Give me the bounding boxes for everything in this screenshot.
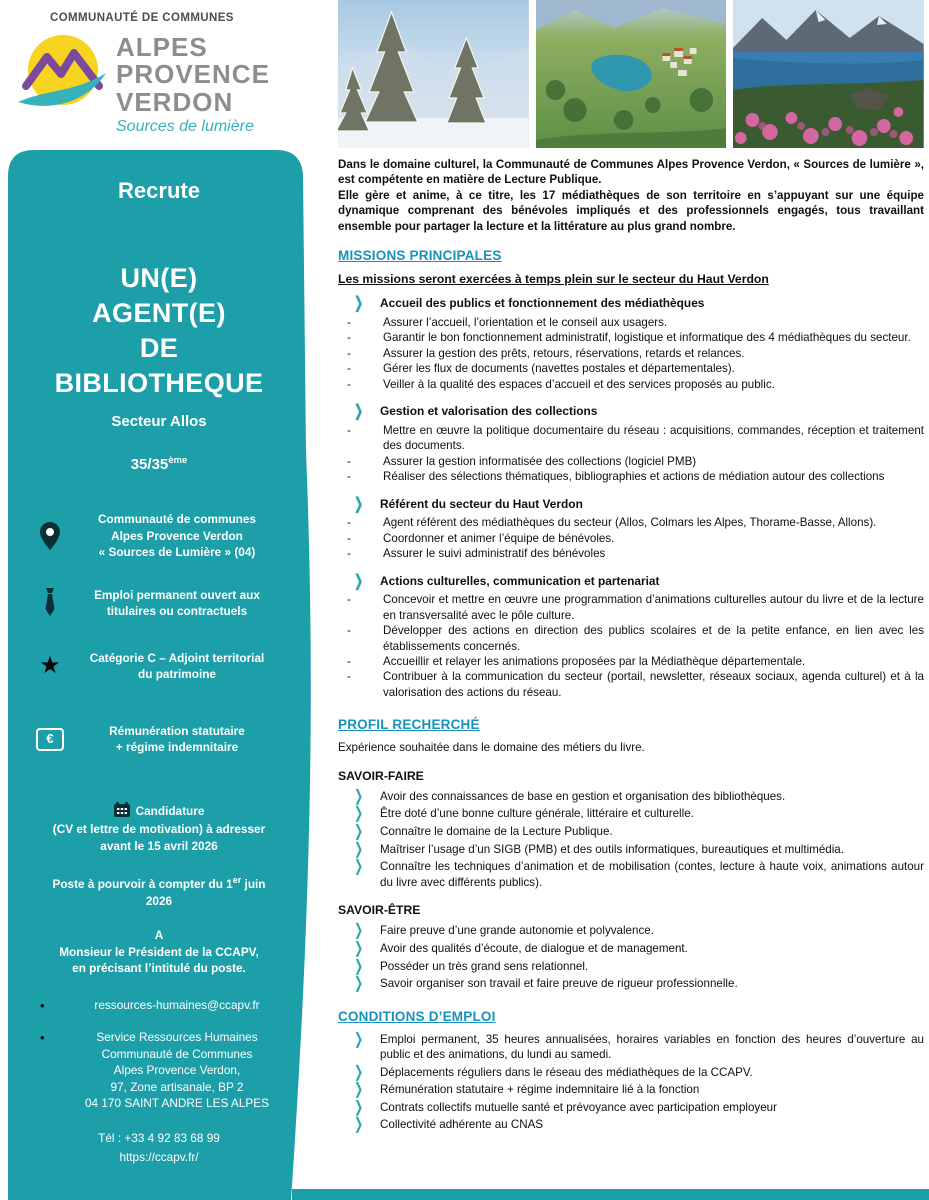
candidature-line: (CV et lettre de motivation) à adresser	[52, 822, 266, 837]
dash-bullet	[342, 592, 383, 623]
info-line: Alpes Provence Verdon	[111, 528, 243, 543]
mission-item: - Assurer la gestion des prêts, retours, réservations, retards et relances.	[338, 346, 924, 361]
conditions-item: ❯ Collectivité adhérente au CNAS	[338, 1117, 924, 1133]
chevron-icon	[354, 959, 380, 975]
info-pay	[32, 723, 286, 756]
bullet-icon	[32, 1029, 68, 1112]
mission-item: - Gérer les flux de documents (navettes postales et départementales).	[338, 361, 924, 376]
chevron-icon	[354, 1117, 380, 1133]
conditions-heading: CONDITIONS D’EMPLOI	[338, 1008, 496, 1024]
bottom-accent-bar	[292, 1189, 929, 1200]
mission-group-referent	[338, 497, 924, 562]
apv-logo-icon	[16, 26, 108, 136]
address-line: 97, Zone artisanale, BP 2	[110, 1079, 244, 1094]
photo-winter-larches	[338, 0, 529, 148]
photo-mountain-lake-flowers	[733, 0, 924, 148]
location-pin-icon	[32, 522, 68, 550]
star-icon	[32, 654, 68, 678]
info-line: titulaires ou contractuels	[106, 604, 248, 619]
mission-group-title: Gestion et valorisation des collections	[380, 404, 598, 419]
candidature-block	[32, 802, 286, 855]
savoir-etre-item: ❯ Avoir des qualités d’écoute, de dialogue et de management.	[338, 941, 924, 957]
savoir-faire-item: ❯ Connaître le domaine de la Lecture Publique.	[338, 824, 924, 840]
addressee-block	[32, 927, 286, 977]
dash-bullet	[342, 654, 383, 669]
euro-icon	[32, 728, 68, 751]
addressee-line: en précisant l’intitulé du poste.	[72, 961, 246, 976]
job-title-line: BIBLIOTHEQUE	[54, 368, 264, 399]
brand-header	[16, 12, 321, 136]
photo-strip	[338, 0, 924, 148]
candidature-line: avant le 15 avril 2026	[100, 838, 218, 853]
mission-group-title: Actions culturelles, communication et partenariat	[380, 573, 660, 588]
candidature-title: Candidature	[135, 804, 205, 819]
mission-item: - Assurer la gestion informatisée des collections (logiciel PMB)	[338, 454, 924, 469]
chevron-icon	[354, 296, 380, 312]
address-line: Service Ressources Humaines	[96, 1030, 258, 1045]
job-title-line: AGENT(E)	[92, 297, 226, 328]
chevron-icon	[354, 1032, 380, 1063]
chevron-icon	[354, 859, 380, 890]
chevron-icon	[354, 1100, 380, 1116]
brand-name-line-3: VERDON	[116, 86, 234, 117]
dash-bullet	[342, 515, 383, 530]
mission-item: - Garantir le bon fonctionnement administratif, logistique et informatique des 4 médiathèques du secteur.	[338, 330, 924, 345]
mission-group-accueil	[338, 296, 924, 392]
dash-bullet	[342, 361, 383, 376]
savoir-faire-heading: SAVOIR-FAIRE	[338, 768, 424, 783]
dash-bullet	[342, 669, 383, 700]
mission-group-title: Référent du secteur du Haut Verdon	[380, 496, 583, 511]
email-link[interactable]: ressources-humaines@ccapv.fr	[94, 997, 260, 1012]
info-location	[32, 511, 286, 561]
dash-bullet	[342, 469, 383, 484]
mission-item: - Réaliser des sélections thématiques, bibliographies et actions de médiation autour des collections	[338, 469, 924, 484]
dash-bullet	[342, 377, 383, 392]
brand-name-line-1: ALPES	[116, 32, 208, 62]
calendar-icon	[114, 802, 130, 822]
savoir-etre-item: ❯ Posséder un très grand sens relationnel.	[338, 959, 924, 975]
chevron-icon	[354, 574, 380, 590]
sector-label: Secteur Allos	[111, 413, 207, 431]
brand-text	[116, 26, 270, 136]
chevron-icon	[354, 1082, 380, 1098]
info-line: du patrimoine	[138, 667, 216, 682]
info-category	[32, 650, 286, 683]
info-line: + régime indemnitaire	[115, 740, 239, 755]
brand-tagline: Sources de lumière	[116, 117, 254, 135]
chevron-icon	[354, 976, 380, 992]
working-time-label: 35/35ème	[130, 455, 188, 474]
mission-item: - Accueillir et relayer les animations proposées par la Médiathèque départementale.	[338, 654, 924, 669]
recrute-label: Recrute	[118, 178, 200, 203]
mission-item: - Mettre en œuvre la politique documentaire du réseau : acquisitions, commandes, réception et traitement des documents.	[338, 423, 924, 454]
tie-icon	[32, 588, 68, 618]
email-row	[32, 997, 286, 1015]
info-line: Emploi permanent ouvert aux	[94, 587, 260, 602]
chevron-icon	[354, 789, 380, 805]
savoir-faire-item: ❯ Connaître les techniques d’animation et de mobilisation (contes, lecture à haute voix, animations autour du livre avec différents publics).	[338, 859, 924, 890]
addressee-intro: A	[154, 928, 164, 943]
job-title	[32, 261, 286, 401]
info-contract	[32, 587, 286, 620]
savoir-faire-item: ❯ Maîtriser l’usage d’un SIGB (PMB) et des outils informatiques, bureautiques et multimédia.	[338, 842, 924, 858]
dash-bullet	[342, 623, 383, 654]
info-line: Rémunération statutaire	[109, 723, 245, 738]
dash-bullet	[342, 315, 383, 330]
phone-number: Tél : +33 4 92 83 68 99	[98, 1130, 220, 1145]
intro-paragraph-2: Elle gère et anime, à ce titre, les 17 médiathèques de son territoire en s’appuyant sur une équipe dynamique comprenant des bénévoles impliqués et des professionnels engagés, tous travaillant ensemble pour partager la lecture et la littérature au plus grand nombre.	[338, 188, 924, 233]
conditions-item: ❯ Rémunération statutaire + régime indemnitaire lié à la fonction	[338, 1082, 924, 1098]
brand-org-name: COMMUNAUTÉ DE COMMUNES	[50, 12, 234, 24]
dash-bullet	[342, 346, 383, 361]
chevron-icon	[354, 806, 380, 822]
chevron-icon	[354, 923, 380, 939]
chevron-icon	[354, 1065, 380, 1081]
mission-group-collections	[338, 404, 924, 484]
mission-item: - Coordonner et animer l’équipe de bénévoles.	[338, 531, 924, 546]
conditions-item: ❯ Déplacements réguliers dans le réseau des médiathèques de la CCAPV.	[338, 1065, 924, 1081]
mission-item: - Agent référent des médiathèques du secteur (Allos, Colmars les Alpes, Thorame-Basse, Allons).	[338, 515, 924, 530]
conditions-item: ❯ Emploi permanent, 35 heures annualisées, horaires variables en fonction des heures d’ouverture au public et des animations, du lundi au samedi.	[338, 1032, 924, 1063]
mission-group-title: Accueil des publics et fonctionnement des médiathèques	[380, 296, 705, 311]
bullet-icon	[32, 997, 68, 1015]
conditions-item: ❯ Contrats collectifs mutuelle santé et prévoyance avec participation employeur	[338, 1100, 924, 1116]
job-title-line: UN(E)	[120, 262, 198, 293]
chevron-icon	[354, 941, 380, 957]
brand-name-line-2: PROVENCE	[116, 59, 270, 90]
mission-item: - Assurer le suivi administratif des bénévoles	[338, 546, 924, 561]
chevron-icon	[354, 404, 380, 420]
dash-bullet	[342, 423, 383, 454]
address-line: 04 170 SAINT ANDRE LES ALPES	[84, 1096, 270, 1111]
missions-subheading: Les missions seront exercées à temps plein sur le secteur du Haut Verdon	[338, 271, 769, 286]
mission-item: - Contribuer à la communication du secteur (portail, newsletter, réseaux sociaux, agenda culturel) et à la valorisation des actions du réseau.	[338, 669, 924, 700]
start-date-block: Poste à pourvoir à compter du 1er juin 2026	[52, 875, 266, 908]
dash-bullet	[342, 330, 383, 345]
info-line: Communauté de communes	[98, 512, 256, 527]
mission-item: - Développer des actions en direction des publics scolaires et de la petite enfance, en lien avec les établissements concernés.	[338, 623, 924, 654]
sidebar	[8, 150, 312, 1200]
addressee-line: Monsieur le Président de la CCAPV,	[59, 944, 259, 959]
mission-item: - Concevoir et mettre en œuvre une programmation d’animations culturelles autour du livre et de la lecture en transversalité avec le pôle culture.	[338, 592, 924, 623]
dash-bullet	[342, 454, 383, 469]
savoir-faire-item: ❯ Être doté d’une bonne culture générale, littéraire et culturelle.	[338, 806, 924, 822]
savoir-faire-item: ❯ Avoir des connaissances de base en gestion et organisation des bibliothèques.	[338, 789, 924, 805]
info-line: Catégorie C – Adjoint territorial	[89, 650, 265, 665]
photo-aerial-valley-lake-village	[536, 0, 727, 148]
profil-intro: Expérience souhaitée dans le domaine des métiers du livre.	[338, 741, 645, 755]
dash-bullet	[342, 546, 383, 561]
info-line: « Sources de Lumière » (04)	[98, 545, 256, 560]
chevron-icon	[354, 824, 380, 840]
profil-heading: PROFIL RECHERCHÉ	[338, 717, 480, 733]
chevron-icon	[354, 497, 380, 513]
savoir-etre-item: ❯ Savoir organiser son travail et faire preuve de rigueur professionnelle.	[338, 976, 924, 992]
address-line: Communauté de Communes	[101, 1046, 253, 1061]
mission-item: - Assurer l’accueil, l’orientation et le conseil aux usagers.	[338, 315, 924, 330]
address-line: Alpes Provence Verdon,	[113, 1063, 241, 1078]
savoir-etre-item: ❯ Faire preuve d’une grande autonomie et polyvalence.	[338, 923, 924, 939]
savoir-etre-heading: SAVOIR-ÊTRE	[338, 903, 421, 918]
mission-group-actions-culturelles	[338, 574, 924, 701]
chevron-icon	[354, 842, 380, 858]
missions-heading: MISSIONS PRINCIPALES	[338, 248, 502, 264]
postal-address-row	[32, 1029, 286, 1112]
dash-bullet	[342, 531, 383, 546]
job-title-line: DE	[139, 332, 179, 363]
mission-item: - Veiller à la qualité des espaces d’accueil et des services proposés au public.	[338, 377, 924, 392]
main-content	[338, 0, 924, 1135]
intro-paragraph-1: Dans le domaine culturel, la Communauté de Communes Alpes Provence Verdon, « Sources de lumière », est compétente en matière de Lecture Publique.	[338, 158, 924, 187]
website-link[interactable]: https://ccapv.fr/	[119, 1150, 199, 1165]
